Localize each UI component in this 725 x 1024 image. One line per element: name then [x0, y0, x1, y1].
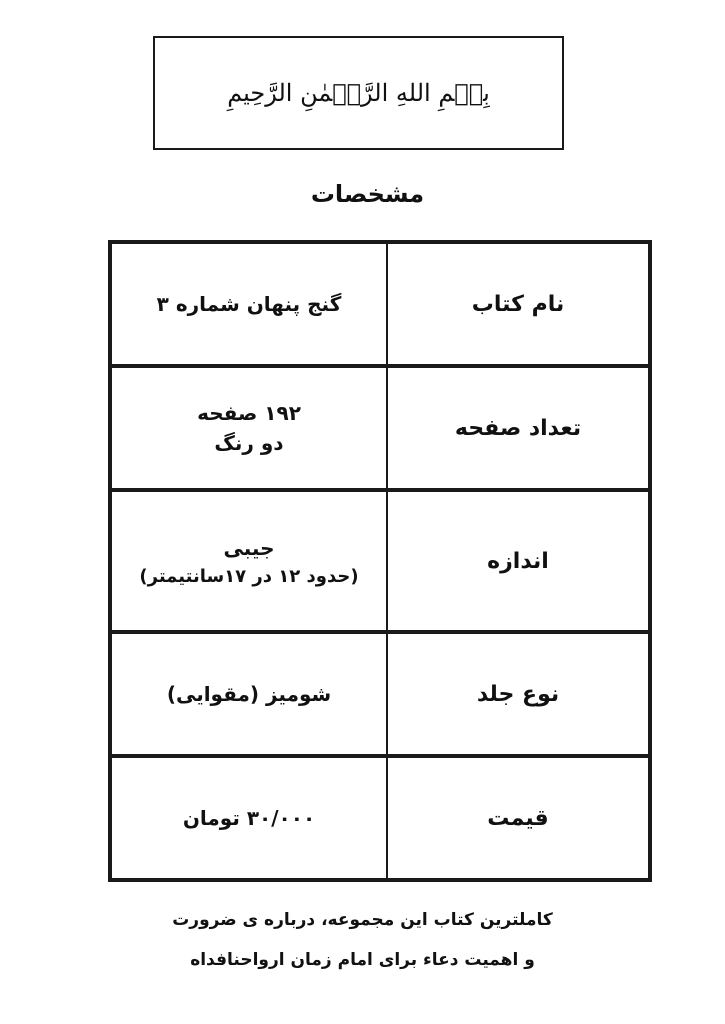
price-value-cell	[110, 756, 387, 880]
size-dimensions-value: (حدود ۱۲ در ۱۷سانتیمتر)	[139, 565, 359, 587]
price-label: قیمت	[487, 805, 549, 831]
section-title: مشخصات	[310, 180, 425, 208]
cover-type-value-cell	[110, 632, 387, 756]
price-value: ۳۰/۰۰۰ تومان	[182, 806, 316, 830]
page-count-color-value: دو رنگ	[214, 431, 284, 455]
book-name-value: گنج پنهان شماره ۳	[156, 292, 342, 316]
page-count-label: تعداد صفحه	[454, 415, 582, 441]
table-row-price	[110, 756, 650, 880]
page-count-value: ۱۹۲ صفحه	[197, 401, 301, 425]
book-name-value-cell	[110, 242, 387, 366]
footer-line-2: و اهمیت دعاء برای امام زمان اروا‌حنافداه	[190, 950, 535, 970]
table-row-size	[110, 490, 650, 632]
cover-type-label-cell	[387, 632, 650, 756]
page-count-value-cell	[110, 366, 387, 490]
footer-description	[0, 900, 725, 980]
page-count-label-cell	[387, 366, 650, 490]
size-value-cell	[110, 490, 387, 632]
size-label: اندازه	[487, 548, 549, 574]
table-row-book-name	[110, 242, 650, 366]
price-label-cell	[387, 756, 650, 880]
size-label-cell	[387, 490, 650, 632]
size-value: جیبی	[223, 535, 275, 560]
book-name-label-cell	[387, 242, 650, 366]
footer-line-1: کاملترین کتاب این مجموعه، درباره ی ضرورت	[172, 910, 553, 930]
basmala-frame	[153, 36, 564, 150]
table-row-page-count	[110, 366, 650, 490]
table-row-cover-type	[110, 632, 650, 756]
book-name-label: نام کتاب	[471, 291, 565, 317]
basmala-text: بِسۡمِ اللهِ الرَّحۡمٰنِ الرَّحِیمِ	[227, 79, 490, 107]
specifications-table	[108, 240, 652, 882]
cover-type-label: نوع جلد	[476, 681, 560, 707]
cover-type-value: شومیز (مقوایی)	[166, 682, 332, 706]
